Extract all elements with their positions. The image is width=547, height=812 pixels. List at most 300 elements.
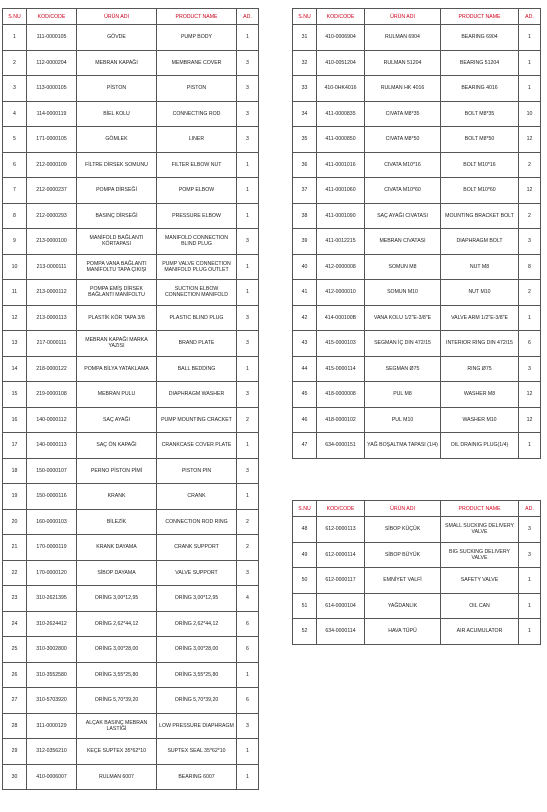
cell-code: 219-0000108: [27, 382, 77, 408]
header-qty: AD.: [519, 501, 541, 517]
parts-table-right-bottom: [292, 500, 541, 645]
cell-product-en: BOLT M10*16: [441, 152, 519, 178]
cell-snu: 17: [3, 433, 27, 459]
cell-qty: 1: [519, 50, 541, 76]
cell-qty: 3: [519, 517, 541, 543]
header-product-tr: ÜRÜN ADI: [365, 9, 441, 25]
cell-code: 415-0000103: [317, 331, 365, 357]
table-row: [293, 178, 541, 204]
cell-code: 410-0HK4016: [317, 76, 365, 102]
cell-qty: 3: [237, 305, 259, 331]
cell-qty: 2: [237, 509, 259, 535]
table-row: [3, 407, 259, 433]
cell-snu: 11: [3, 280, 27, 306]
cell-snu: 40: [293, 254, 317, 280]
cell-snu: 13: [3, 331, 27, 357]
cell-code: 410-0051204: [317, 50, 365, 76]
cell-code: 310-3002800: [27, 637, 77, 663]
cell-qty: 1: [237, 280, 259, 306]
cell-product-tr: BİEL KOLU: [77, 101, 157, 127]
cell-snu: 37: [293, 178, 317, 204]
cell-snu: 14: [3, 356, 27, 382]
cell-product-tr: KRANK DAYAMA: [77, 535, 157, 561]
cell-code: 213-0000112: [27, 280, 77, 306]
cell-code: 150-0000107: [27, 458, 77, 484]
header-snu: S.NU: [293, 9, 317, 25]
cell-product-en: BOLT M10*60: [441, 178, 519, 204]
cell-qty: 2: [519, 280, 541, 306]
table-row: [3, 713, 259, 739]
table-row: [3, 254, 259, 280]
header-qty: AD.: [237, 9, 259, 25]
cell-code: 112-0000204: [27, 50, 77, 76]
cell-product-en: OIL DRAINIG PLUG(1/4): [441, 433, 519, 459]
cell-product-tr: CIVATA M10*16: [365, 152, 441, 178]
cell-code: 213-0000113: [27, 305, 77, 331]
cell-code: 218-0000122: [27, 356, 77, 382]
header-qty: AD.: [519, 9, 541, 25]
cell-product-tr: ORİNG 5,70*39,20: [77, 688, 157, 714]
cell-code: 411-0000850: [317, 127, 365, 153]
header-code: KOD/CODE: [317, 9, 365, 25]
cell-product-tr: PERNO PİSTON PİMİ: [77, 458, 157, 484]
cell-code: 212-0000109: [27, 152, 77, 178]
table-row: [293, 619, 541, 645]
table-row: [3, 280, 259, 306]
table-row: [293, 280, 541, 306]
cell-product-tr: POMPA BİLYA YATAKLAMA: [77, 356, 157, 382]
cell-product-tr: MEBRAN PULU: [77, 382, 157, 408]
cell-qty: 1: [237, 152, 259, 178]
table-row: [293, 203, 541, 229]
cell-product-tr: PUL M8: [365, 382, 441, 408]
cell-product-tr: YAĞ BOŞALTMA TAPASI (1/4): [365, 433, 441, 459]
cell-product-en: ORİNG 3,00*28,00: [157, 637, 237, 663]
cell-snu: 6: [3, 152, 27, 178]
table-row: [3, 662, 259, 688]
table-row: [3, 152, 259, 178]
table-row: [3, 739, 259, 765]
cell-product-tr: SOMUN M10: [365, 280, 441, 306]
cell-snu: 43: [293, 331, 317, 357]
cell-product-tr: CIVATA M10*60: [365, 178, 441, 204]
cell-qty: 6: [237, 637, 259, 663]
cell-product-en: PUMP VALVE CONNECTION MANIFOLD PLUG OUTLET: [157, 254, 237, 280]
cell-product-en: ORİNG 3,00*12,95: [157, 586, 237, 612]
cell-qty: 3: [519, 229, 541, 255]
cell-snu: 20: [3, 509, 27, 535]
cell-qty: 1: [237, 764, 259, 790]
cell-snu: 1: [3, 25, 27, 51]
cell-product-tr: KEÇE SUPTEX 35*62*10: [77, 739, 157, 765]
cell-snu: 31: [293, 25, 317, 51]
table-row: [293, 50, 541, 76]
cell-product-tr: ORİNG 2,62*44,12: [77, 611, 157, 637]
cell-product-en: WASHER M8: [441, 382, 519, 408]
cell-product-tr: GÖVDE: [77, 25, 157, 51]
cell-snu: 9: [3, 229, 27, 255]
cell-product-en: CONNECTION ROD RING: [157, 509, 237, 535]
cell-snu: 45: [293, 382, 317, 408]
cell-product-tr: POMPA EMİŞ DİRSEK BAĞLANTI MANİFOLTU: [77, 280, 157, 306]
cell-product-tr: HAVA TÜPÜ: [365, 619, 441, 645]
cell-qty: 1: [237, 254, 259, 280]
cell-product-tr: BİLEZİK: [77, 509, 157, 535]
cell-code: 170-0000119: [27, 535, 77, 561]
table-row: [293, 356, 541, 382]
table-row: [3, 509, 259, 535]
cell-code: 410-0006904: [317, 25, 365, 51]
cell-product-tr: RULMAN HK 4016: [365, 76, 441, 102]
cell-code: 411-0001016: [317, 152, 365, 178]
cell-product-tr: CIVATA M8*35: [365, 101, 441, 127]
table-row: [3, 433, 259, 459]
cell-product-en: PUMP MOUNTING CRACKET: [157, 407, 237, 433]
header-row: [293, 9, 541, 25]
cell-product-en: BEARING 4016: [441, 76, 519, 102]
cell-product-en: VALVE SUPPORT: [157, 560, 237, 586]
cell-product-en: NUT M8: [441, 254, 519, 280]
cell-product-tr: POMPA DİRSEĞİ: [77, 178, 157, 204]
cell-product-en: PUMP BODY: [157, 25, 237, 51]
cell-product-tr: VANA KOLU 1/2"E-3/8"E: [365, 305, 441, 331]
cell-code: 113-0000105: [27, 76, 77, 102]
cell-snu: 48: [293, 517, 317, 543]
table-row: [293, 254, 541, 280]
cell-product-en: SUPTEX SEAL 35*62*10: [157, 739, 237, 765]
cell-product-tr: BASINÇ DİRSEĞİ: [77, 203, 157, 229]
cell-snu: 38: [293, 203, 317, 229]
cell-snu: 41: [293, 280, 317, 306]
cell-product-tr: ORİNG 3,00*12,95: [77, 586, 157, 612]
cell-code: 213-0000100: [27, 229, 77, 255]
cell-snu: 35: [293, 127, 317, 153]
cell-product-tr: SİBOP DAYAMA: [77, 560, 157, 586]
cell-product-en: AIR ACUMULATOR: [441, 619, 519, 645]
header-product-tr: ÜRÜN ADI: [77, 9, 157, 25]
cell-code: 312-0356210: [27, 739, 77, 765]
table-row: [293, 517, 541, 543]
cell-snu: 42: [293, 305, 317, 331]
cell-code: 410-0006007: [27, 764, 77, 790]
cell-product-en: BEARING 6007: [157, 764, 237, 790]
table-row: [3, 50, 259, 76]
cell-product-en: CRANKCASE COVER PLATE: [157, 433, 237, 459]
table-row: [293, 382, 541, 408]
cell-product-en: BEARING 6904: [441, 25, 519, 51]
cell-qty: 3: [237, 458, 259, 484]
cell-product-en: SUCTION ELBOW CONNECTION MANIFOLD: [157, 280, 237, 306]
cell-qty: 1: [519, 25, 541, 51]
cell-product-tr: KRANK: [77, 484, 157, 510]
table-row: [3, 127, 259, 153]
cell-qty: 3: [237, 713, 259, 739]
cell-qty: 8: [519, 254, 541, 280]
cell-snu: 23: [3, 586, 27, 612]
cell-code: 612-0000117: [317, 568, 365, 594]
cell-product-tr: ALÇAK BASINÇ MEBRAN LASTİĞİ: [77, 713, 157, 739]
cell-qty: 1: [237, 484, 259, 510]
cell-product-en: BIG SUCKING DELIVERY VALVE: [441, 542, 519, 568]
cell-code: 412-0000008: [317, 254, 365, 280]
cell-snu: 50: [293, 568, 317, 594]
cell-snu: 26: [3, 662, 27, 688]
cell-code: 415-0000114: [317, 356, 365, 382]
cell-product-en: MOUNTING BRACKET BOLT: [441, 203, 519, 229]
cell-qty: 1: [519, 568, 541, 594]
cell-qty: 12: [519, 382, 541, 408]
cell-code: 171-0000105: [27, 127, 77, 153]
cell-product-en: RING Ø75: [441, 356, 519, 382]
table-row: [3, 586, 259, 612]
cell-code: 170-0000120: [27, 560, 77, 586]
cell-code: 311-0000129: [27, 713, 77, 739]
cell-code: 418-0000102: [317, 407, 365, 433]
cell-qty: 1: [237, 178, 259, 204]
cell-product-en: LOW PRESSURE DIAPHRAGM: [157, 713, 237, 739]
cell-snu: 44: [293, 356, 317, 382]
cell-code: 140-0000112: [27, 407, 77, 433]
cell-code: 114-0000119: [27, 101, 77, 127]
cell-code: 411-0001090: [317, 203, 365, 229]
cell-qty: 3: [519, 356, 541, 382]
cell-snu: 30: [3, 764, 27, 790]
cell-qty: 1: [519, 619, 541, 645]
cell-qty: 1: [519, 76, 541, 102]
cell-product-tr: FİLTRE DİRSEK SOMUNU: [77, 152, 157, 178]
cell-product-en: BALL BEDDING: [157, 356, 237, 382]
cell-qty: 10: [519, 101, 541, 127]
table-body: [293, 517, 541, 645]
cell-snu: 2: [3, 50, 27, 76]
table-row: [293, 127, 541, 153]
cell-snu: 21: [3, 535, 27, 561]
cell-product-en: ORİNG 2,62*44,12: [157, 611, 237, 637]
cell-product-tr: GÖMLEK: [77, 127, 157, 153]
cell-product-en: SAFETY VALVE: [441, 568, 519, 594]
cell-product-tr: POMPA VANA BAĞLANTI MANİFOLTU TAPA ÇIKIŞI: [77, 254, 157, 280]
cell-product-tr: SAÇ AYAĞI CIVATASI: [365, 203, 441, 229]
cell-product-en: CRANK SUPPORT: [157, 535, 237, 561]
cell-product-tr: CIVATA M8*50: [365, 127, 441, 153]
cell-snu: 16: [3, 407, 27, 433]
cell-qty: 12: [519, 178, 541, 204]
header-row: [3, 9, 259, 25]
cell-code: 412-0000010: [317, 280, 365, 306]
cell-product-tr: EMNİYET VALFİ: [365, 568, 441, 594]
table-row: [293, 305, 541, 331]
cell-product-en: WASHER M10: [441, 407, 519, 433]
cell-snu: 4: [3, 101, 27, 127]
cell-product-tr: RULMAN 51204: [365, 50, 441, 76]
header-product-en: PRODUCT NAME: [157, 9, 237, 25]
table-row: [3, 458, 259, 484]
parts-table-right-top: [292, 8, 541, 459]
cell-product-en: VALVE ARM 1/2"E-3/8"E: [441, 305, 519, 331]
cell-snu: 25: [3, 637, 27, 663]
cell-snu: 47: [293, 433, 317, 459]
cell-snu: 22: [3, 560, 27, 586]
cell-product-en: SMALL SUCKING DELIVERY VALVE: [441, 517, 519, 543]
cell-qty: 12: [519, 127, 541, 153]
cell-qty: 4: [237, 586, 259, 612]
cell-code: 212-0000237: [27, 178, 77, 204]
table-body: [3, 25, 259, 790]
cell-snu: 3: [3, 76, 27, 102]
parts-table-left: [2, 8, 259, 790]
cell-code: 310-3552580: [27, 662, 77, 688]
table-row: [3, 535, 259, 561]
cell-snu: 49: [293, 542, 317, 568]
header-snu: S.NU: [3, 9, 27, 25]
cell-snu: 19: [3, 484, 27, 510]
table-row: [3, 229, 259, 255]
cell-product-tr: PİSTON: [77, 76, 157, 102]
cell-product-tr: SİBOP KÜÇÜK: [365, 517, 441, 543]
cell-product-tr: SAÇ ÖN KAPAĞI: [77, 433, 157, 459]
table-row: [3, 611, 259, 637]
cell-code: 140-0000113: [27, 433, 77, 459]
table-row: [293, 433, 541, 459]
cell-product-en: PISTON: [157, 76, 237, 102]
cell-qty: 1: [237, 203, 259, 229]
cell-product-en: LINER: [157, 127, 237, 153]
table-row: [3, 637, 259, 663]
cell-code: 411-0012215: [317, 229, 365, 255]
cell-product-en: POMP ELBOW: [157, 178, 237, 204]
cell-qty: 3: [237, 101, 259, 127]
header-code: KOD/CODE: [317, 501, 365, 517]
cell-product-en: MANIFOLD CONNECTION BLIND PLUG: [157, 229, 237, 255]
cell-code: 111-0000105: [27, 25, 77, 51]
cell-product-en: DIAPHRAGM WASHER: [157, 382, 237, 408]
table-row: [3, 382, 259, 408]
table-row: [3, 76, 259, 102]
cell-qty: 3: [519, 542, 541, 568]
table-row: [293, 542, 541, 568]
cell-qty: 6: [519, 331, 541, 357]
cell-product-tr: MEBRAN CIVATASI: [365, 229, 441, 255]
cell-snu: 12: [3, 305, 27, 331]
cell-snu: 51: [293, 593, 317, 619]
cell-code: 150-0000116: [27, 484, 77, 510]
table-row: [293, 229, 541, 255]
cell-qty: 12: [519, 407, 541, 433]
cell-snu: 10: [3, 254, 27, 280]
cell-product-en: BRAND PLATE: [157, 331, 237, 357]
header-product-en: PRODUCT NAME: [441, 501, 519, 517]
cell-snu: 29: [3, 739, 27, 765]
cell-product-tr: SEGMAN İÇ DIN 472/15: [365, 331, 441, 357]
cell-product-en: BOLT M8*50: [441, 127, 519, 153]
cell-product-tr: ORİNG 3,00*28,00: [77, 637, 157, 663]
cell-product-tr: RULMAN 6904: [365, 25, 441, 51]
cell-qty: 2: [237, 407, 259, 433]
table-row: [3, 203, 259, 229]
cell-snu: 34: [293, 101, 317, 127]
table-row: [3, 305, 259, 331]
cell-snu: 5: [3, 127, 27, 153]
cell-snu: 24: [3, 611, 27, 637]
cell-qty: 1: [519, 305, 541, 331]
table-row: [293, 101, 541, 127]
table-row: [3, 331, 259, 357]
cell-qty: 3: [237, 229, 259, 255]
cell-product-tr: SAÇ AYAĞI: [77, 407, 157, 433]
cell-code: 411-0000835: [317, 101, 365, 127]
cell-qty: 1: [237, 662, 259, 688]
cell-code: 217-0000111: [27, 331, 77, 357]
cell-product-en: INTERIOR RING DIN 472/15: [441, 331, 519, 357]
cell-product-tr: MANİFOLD BAĞLANTI KÖRTAPASI: [77, 229, 157, 255]
table-row: [3, 356, 259, 382]
cell-product-tr: SEGMAN Ø75: [365, 356, 441, 382]
cell-snu: 52: [293, 619, 317, 645]
table-row: [293, 331, 541, 357]
cell-code: 614-0000104: [317, 593, 365, 619]
cell-code: 414-000100B: [317, 305, 365, 331]
table-row: [3, 688, 259, 714]
cell-qty: 1: [519, 433, 541, 459]
cell-product-tr: PUL M10: [365, 407, 441, 433]
cell-qty: 3: [237, 50, 259, 76]
header-product-en: PRODUCT NAME: [441, 9, 519, 25]
cell-qty: 2: [237, 535, 259, 561]
table-row: [293, 407, 541, 433]
table-row: [293, 152, 541, 178]
table-row: [3, 764, 259, 790]
cell-qty: 3: [237, 76, 259, 102]
cell-product-tr: MEBRAN KAPAĞI MARKA YAZISI: [77, 331, 157, 357]
cell-product-en: BOLT M8*35: [441, 101, 519, 127]
table-body: [293, 25, 541, 459]
cell-qty: 2: [519, 152, 541, 178]
header-snu: S.NU: [293, 501, 317, 517]
cell-product-tr: SİBOP BÜYÜK: [365, 542, 441, 568]
cell-product-en: OIL CAN: [441, 593, 519, 619]
cell-product-en: MEMBRANE COVER: [157, 50, 237, 76]
table-row: [293, 25, 541, 51]
header-row: [293, 501, 541, 517]
cell-snu: 15: [3, 382, 27, 408]
cell-code: 411-0001060: [317, 178, 365, 204]
cell-code: 160-0000103: [27, 509, 77, 535]
table-row: [293, 568, 541, 594]
cell-qty: 1: [237, 25, 259, 51]
cell-snu: 36: [293, 152, 317, 178]
cell-product-en: DIAPHRAGM BOLT: [441, 229, 519, 255]
cell-product-en: ORİNG 5,70*39,20: [157, 688, 237, 714]
cell-code: 634-0000151: [317, 433, 365, 459]
cell-product-tr: YAĞDANLIK: [365, 593, 441, 619]
table-row: [3, 101, 259, 127]
cell-qty: 1: [237, 433, 259, 459]
cell-product-en: CRANK: [157, 484, 237, 510]
cell-qty: 6: [237, 611, 259, 637]
table-row: [3, 484, 259, 510]
cell-snu: 32: [293, 50, 317, 76]
cell-qty: 3: [237, 331, 259, 357]
cell-code: 310-2624412: [27, 611, 77, 637]
cell-product-tr: PLASTİK KÖR TAPA 3/8: [77, 305, 157, 331]
table-row: [3, 178, 259, 204]
cell-code: 418-0000008: [317, 382, 365, 408]
cell-snu: 18: [3, 458, 27, 484]
table-row: [3, 560, 259, 586]
cell-code: 310-2621395: [27, 586, 77, 612]
cell-product-tr: MEBRAN KAPAĞI: [77, 50, 157, 76]
cell-product-en: PRESSURE ELBOW: [157, 203, 237, 229]
